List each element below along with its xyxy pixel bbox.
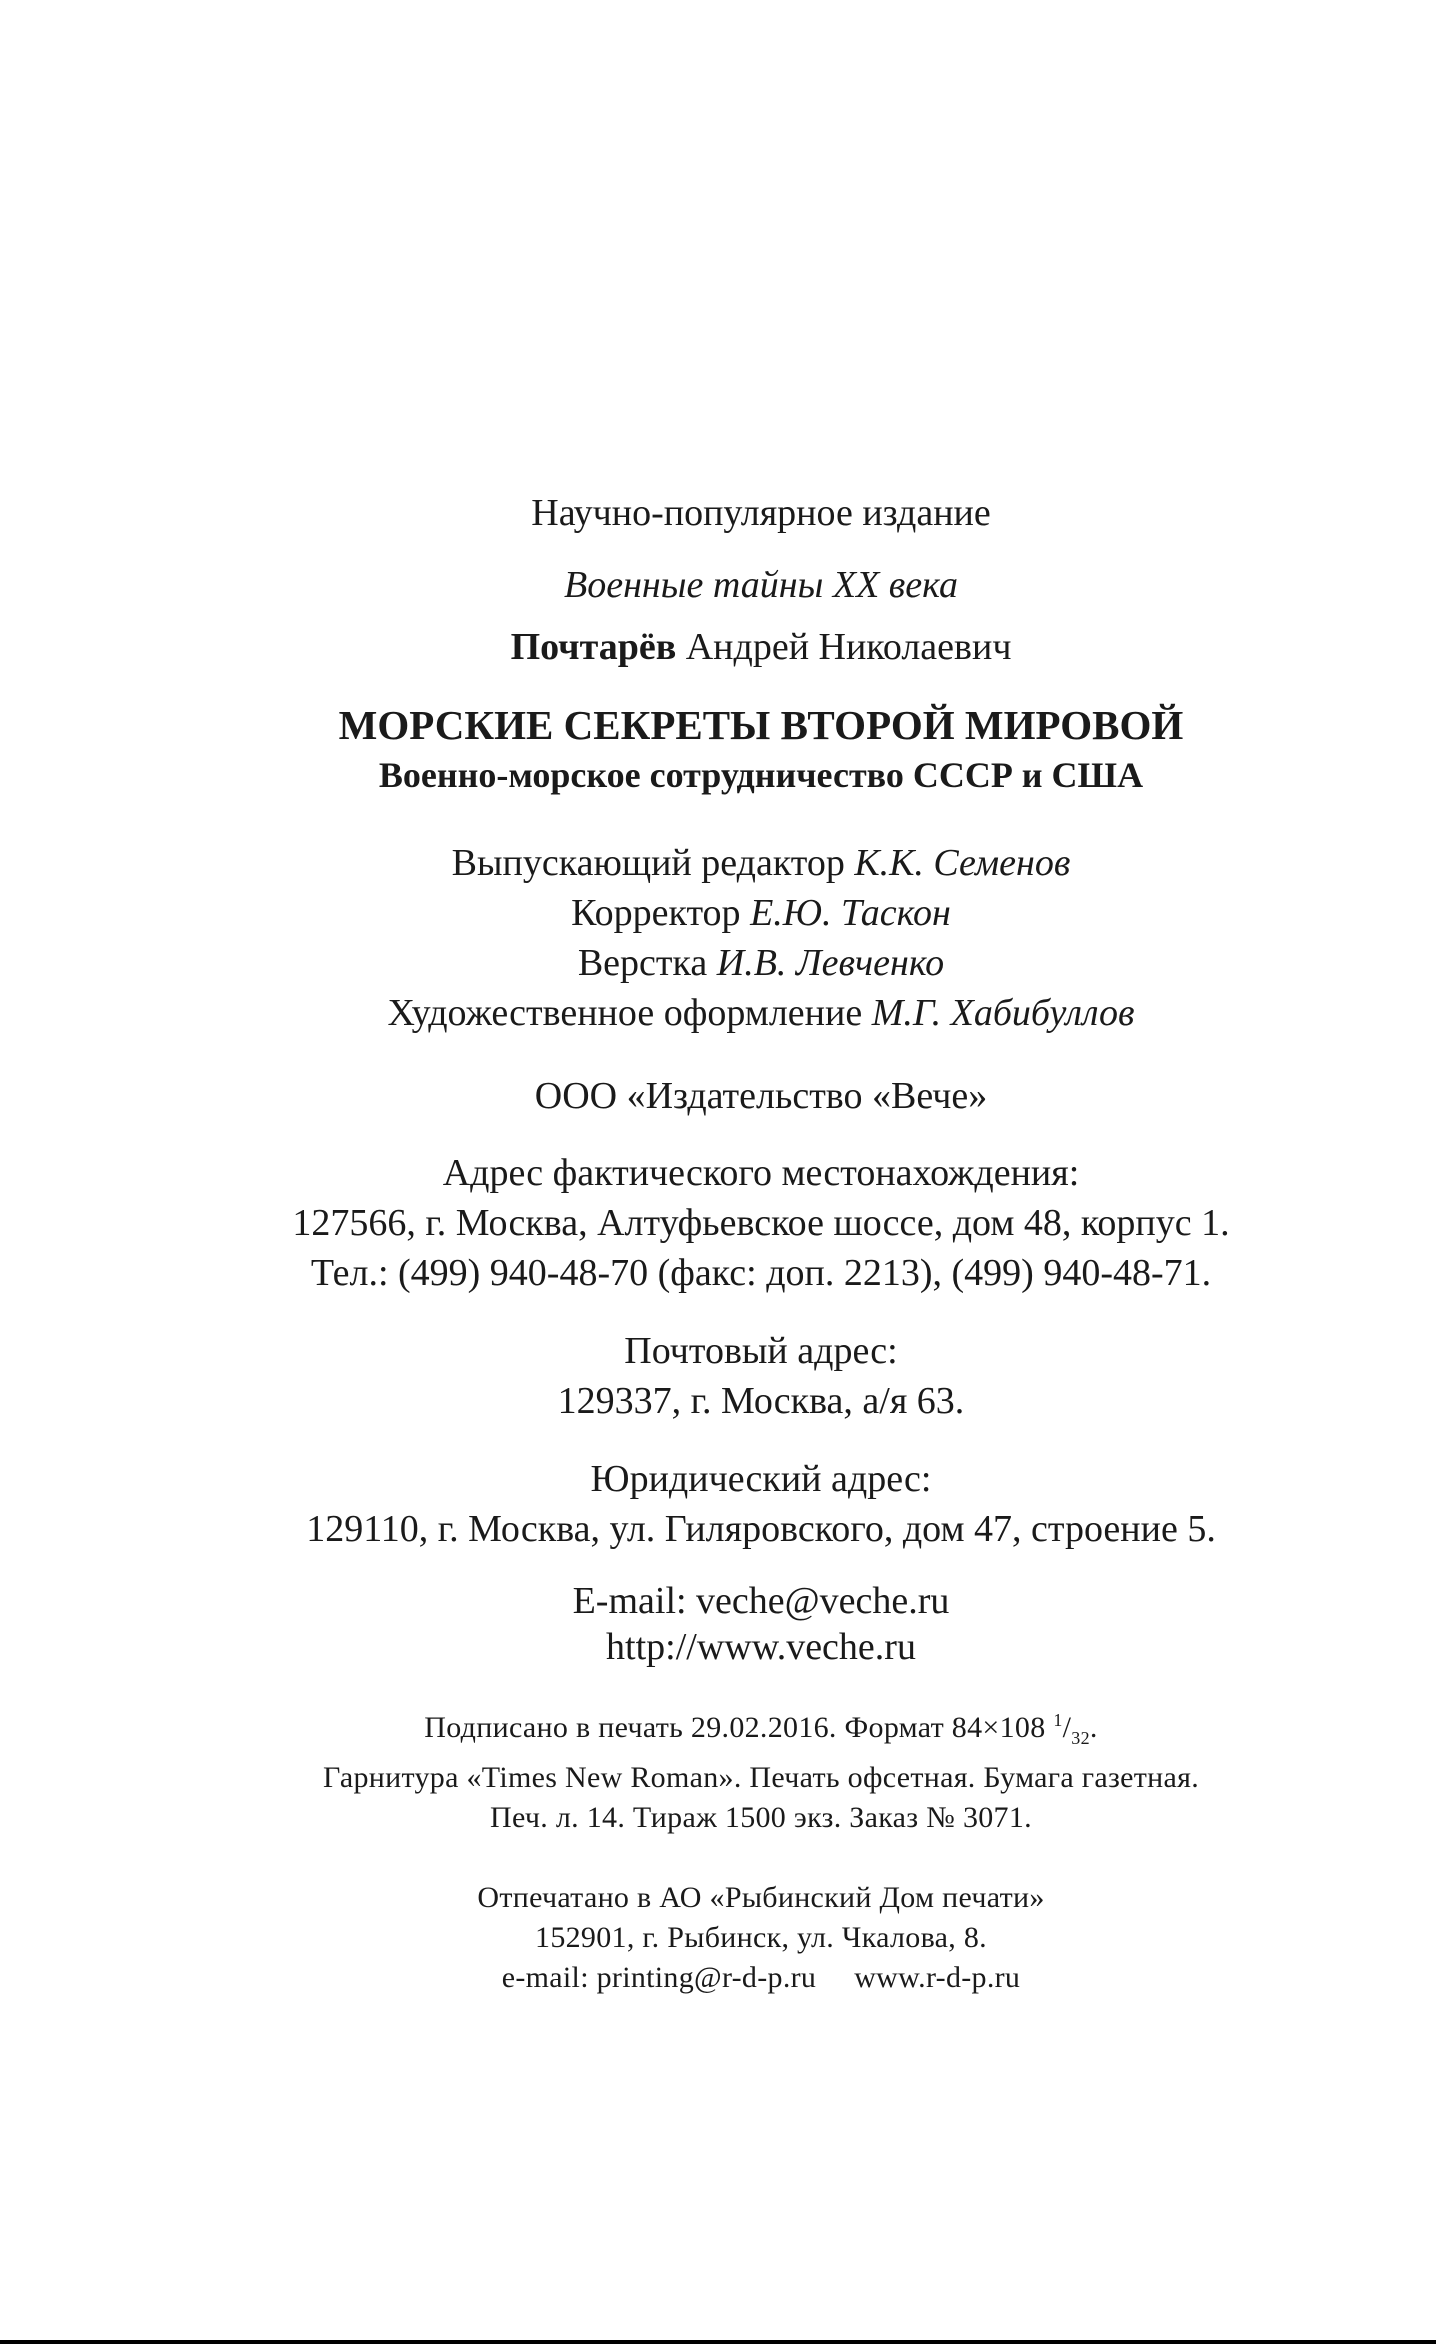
phone-line: Тел.: (499) 940-48-70 (факс: доп. 2213), (499) 940-48-71. [310, 1252, 1212, 1294]
imprint-signed-text: Подписано в печать 29.02.2016. Формат 84×108 [424, 1711, 1046, 1744]
publisher-name: ООО «Издательство «Вече» [534, 1075, 988, 1117]
colophon-content [0, 490, 1436, 1998]
actual-address-label: Адрес фактического местонахождения: [442, 1152, 1080, 1194]
printer-name: Отпечатано в АО «Рыбинский Дом печати» [477, 1881, 1045, 1914]
legal-address-block [0, 1454, 1436, 1554]
publisher-website: http://www.veche.ru [606, 1626, 916, 1668]
credit-role: Верстка [577, 942, 708, 984]
book-subtitle: Военно-морское сотрудничество СССР и США [378, 755, 1144, 795]
credit-person: К.К. Семенов [854, 842, 1071, 884]
edition-type: Научно-популярное издание [531, 492, 991, 534]
imprint-signed-line [0, 1700, 1436, 1758]
series-name: Военные тайны XX века [564, 564, 958, 606]
credit-role: Выпускающий редактор [451, 842, 845, 884]
author-surname: Почтарёв [510, 626, 677, 668]
format-denominator: 32 [1071, 1728, 1090, 1748]
format-suffix: . [1089, 1711, 1098, 1744]
author-line [0, 624, 1436, 670]
format-numerator: 1 [1053, 1710, 1063, 1730]
credit-person: И.В. Левченко [716, 942, 945, 984]
credit-layout [0, 938, 1436, 988]
author-given-names: Андрей Николаевич [685, 626, 1012, 668]
contacts-block [0, 1578, 1436, 1670]
printer-website: www.r-d-p.ru [854, 1961, 1021, 1994]
credit-executive-editor [0, 838, 1436, 888]
imprint-print-run-line: Печ. л. 14. Тираж 1500 экз. Заказ № 3071. [490, 1801, 1032, 1834]
printer-block [0, 1878, 1436, 1998]
imprint-block [0, 1700, 1436, 1838]
credit-person: Е.Ю. Таскон [750, 892, 951, 934]
credit-role: Художественное оформление [387, 992, 863, 1034]
actual-address-block [0, 1148, 1436, 1298]
postal-address-block [0, 1326, 1436, 1426]
postal-address-label: Почтовый адрес: [624, 1330, 898, 1372]
legal-address-line: 129110, г. Москва, ул. Гиляровского, дом 47, строение 5. [306, 1508, 1216, 1550]
legal-address-label: Юридический адрес: [590, 1458, 932, 1500]
credit-art-design [0, 988, 1436, 1038]
publisher-email: E-mail: veche@veche.ru [572, 1580, 950, 1622]
credit-proofreader [0, 888, 1436, 938]
credits-block [0, 838, 1436, 1038]
credit-role: Корректор [571, 892, 741, 934]
imprint-typeface-line: Гарнитура «Times New Roman». Печать офсетная. Бумага газетная. [322, 1761, 1200, 1794]
credit-person: М.Г. Хабибуллов [871, 992, 1135, 1034]
book-title: МОРСКИЕ СЕКРЕТЫ ВТОРОЙ МИРОВОЙ [338, 702, 1184, 748]
format-fraction: $^1/_{32}$ [1053, 1710, 1090, 1748]
postal-address-line: 129337, г. Москва, а/я 63. [557, 1380, 965, 1422]
printer-address: 152901, г. Рыбинск, ул. Чкалова, 8. [535, 1921, 987, 1954]
printer-contacts [0, 1958, 1436, 1998]
page-bottom-edge [0, 2340, 1436, 2344]
actual-address-line: 127566, г. Москва, Алтуфьевское шоссе, дом 48, корпус 1. [292, 1202, 1230, 1244]
printer-email: e-mail: printing@r-d-p.ru [501, 1961, 817, 1994]
